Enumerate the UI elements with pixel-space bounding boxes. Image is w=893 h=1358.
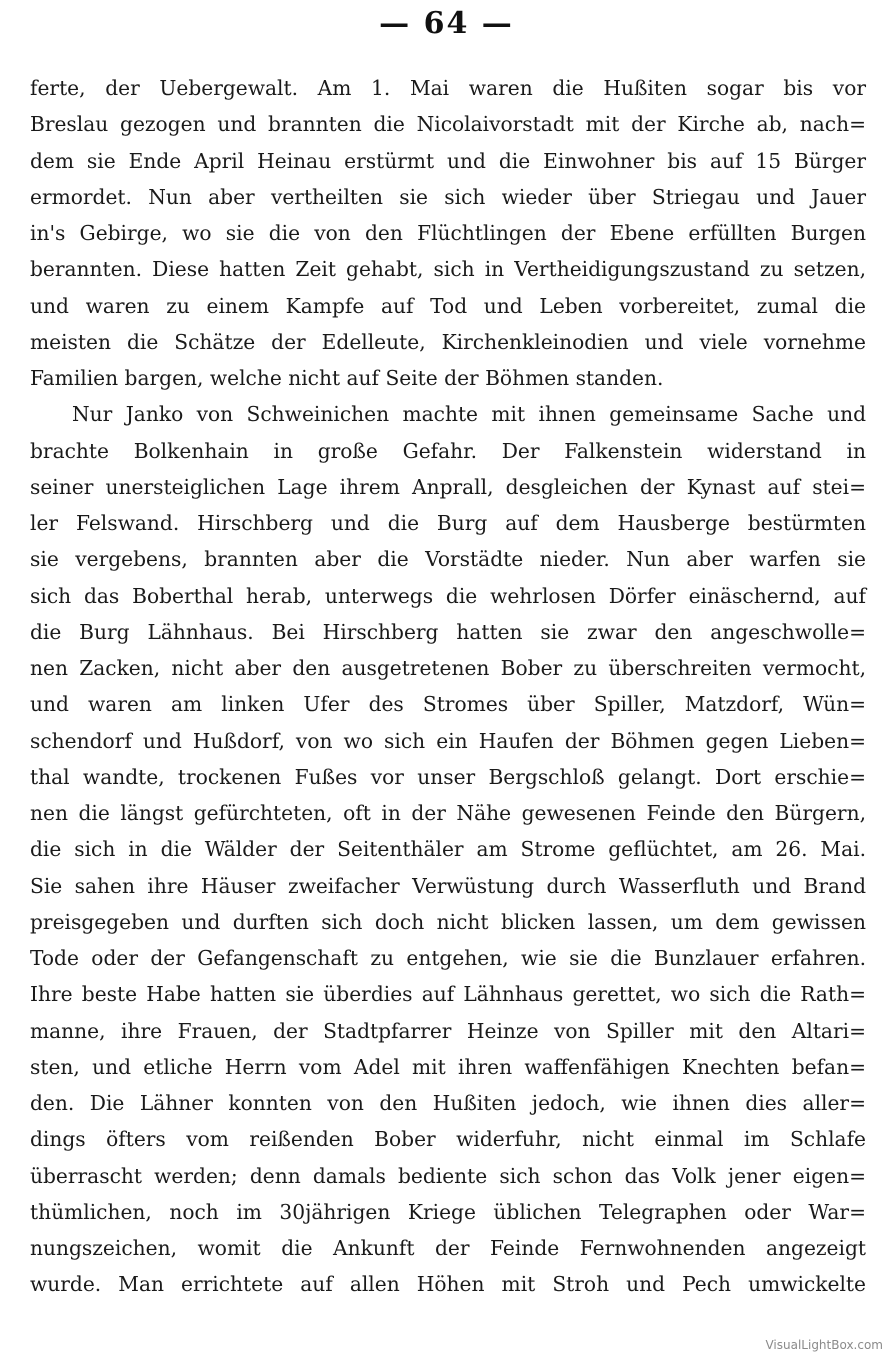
text-line: thal wandte, trockenen Fußes vor unser Bergschloß gelangt. Dort erschie= <box>30 764 866 789</box>
paragraph-2 <box>30 396 866 1302</box>
text-line: Nur Janko von Schweinichen machte mit ihnen gemeinsame Sache und <box>72 402 866 427</box>
text-line: seiner unersteiglichen Lage ihrem Anprall, desgleichen der Kynast auf stei= <box>30 474 866 499</box>
text-line: den. Die Lähner konnten von den Hußiten jedoch, wie ihnen dies aller= <box>30 1091 866 1115</box>
text-line: manne, ihre Frauen, der Stadtpfarrer Heinze von Spiller mit den Altari= <box>30 1018 866 1043</box>
text-line: thümlichen, noch im 30jährigen Kriege üblichen Telegraphen oder War= <box>30 1199 866 1224</box>
text-line: dings öfters vom reißenden Bober widerfuhr, nicht einmal im Schlafe <box>30 1127 866 1152</box>
page-number: — 64 — <box>379 6 514 41</box>
text-line: preisgegeben und durften sich doch nicht blicken lassen, um dem gewissen <box>30 909 866 934</box>
text-line: die Burg Lähnhaus. Bei Hirschberg hatten sie zwar den angeschwolle= <box>30 619 866 644</box>
text-line: und waren am linken Ufer des Stromes über Spiller, Matzdorf, Wün= <box>30 692 866 717</box>
text-line: in's Gebirge, wo sie die von den Flüchtlingen der Ebene erfüllten Burgen <box>30 221 866 245</box>
text-line: ler Felswand. Hirschberg und die Burg auf dem Hausberge bestürmten <box>30 511 866 535</box>
watermark-text: VisualLightBox.com <box>765 1338 883 1352</box>
text-line: Ihre beste Habe hatten sie überdies auf Lähnhaus gerettet, wo sich die Rath= <box>30 982 866 1007</box>
text-line: überrascht werden; denn damals bediente sich schon das Volk jener eigen= <box>30 1163 866 1188</box>
text-line: sie vergebens, brannten aber die Vorstädte nieder. Nun aber warfen sie <box>30 547 866 572</box>
text-line: wurde. Man errichtete auf allen Höhen mit Stroh und Pech umwickelte <box>30 1272 866 1297</box>
text-line: nen die längst gefürchteten, oft in der Nähe gewesenen Feinde den Bürgern, <box>30 801 866 825</box>
text-line: die sich in die Wälder der Seitenthäler am Strome geflüchtet, am 26. Mai. <box>30 837 866 862</box>
text-line: ferte, der Uebergewalt. Am 1. Mai waren die Hußiten sogar bis vor <box>30 76 866 100</box>
text-line: meisten die Schätze der Edelleute, Kirchenkleinodien und viele vornehme <box>30 329 866 354</box>
text-line: nen Zacken, nicht aber den ausgetretenen Bober zu überschreiten vermocht, <box>30 656 866 680</box>
paragraph-1 <box>30 70 866 396</box>
text-line: brachte Bolkenhain in große Gefahr. Der Falkenstein widerstand in <box>30 438 866 463</box>
text-line: und waren zu einem Kampfe auf Tod und Leben vorbereitet, zumal die <box>30 293 866 318</box>
text-line: Familien bargen, welche nicht auf Seite der Böhmen standen. <box>30 366 664 390</box>
text-line: ermordet. Nun aber vertheilten sie sich wieder über Striegau und Jauer <box>30 184 866 209</box>
text-line: sten, und etliche Herrn vom Adel mit ihren waffenfähigen Knechten befan= <box>30 1054 866 1079</box>
text-line: schendorf und Hußdorf, von wo sich ein Haufen der Böhmen gegen Lieben= <box>30 728 866 753</box>
body-text <box>30 70 866 1303</box>
text-line: Tode oder der Gefangenschaft zu entgehen, wie sie die Bunzlauer erfahren. <box>30 946 866 970</box>
text-line: nungszeichen, womit die Ankunft der Feinde Fernwohnenden angezeigt <box>30 1236 866 1260</box>
text-line: dem sie Ende April Heinau erstürmt und die Einwohner bis auf 15 Bürger <box>30 148 866 173</box>
text-line: berannten. Diese hatten Zeit gehabt, sich in Vertheidigungszustand zu setzen, <box>30 257 866 282</box>
text-line: Sie sahen ihre Häuser zweifacher Verwüstung durch Wasserfluth und Brand <box>30 873 866 898</box>
text-line: sich das Boberthal herab, unterwegs die wehrlosen Dörfer einäschernd, auf <box>30 583 866 608</box>
text-line: Breslau gezogen und brannten die Nicolaivorstadt mit der Kirche ab, nach= <box>30 112 866 137</box>
